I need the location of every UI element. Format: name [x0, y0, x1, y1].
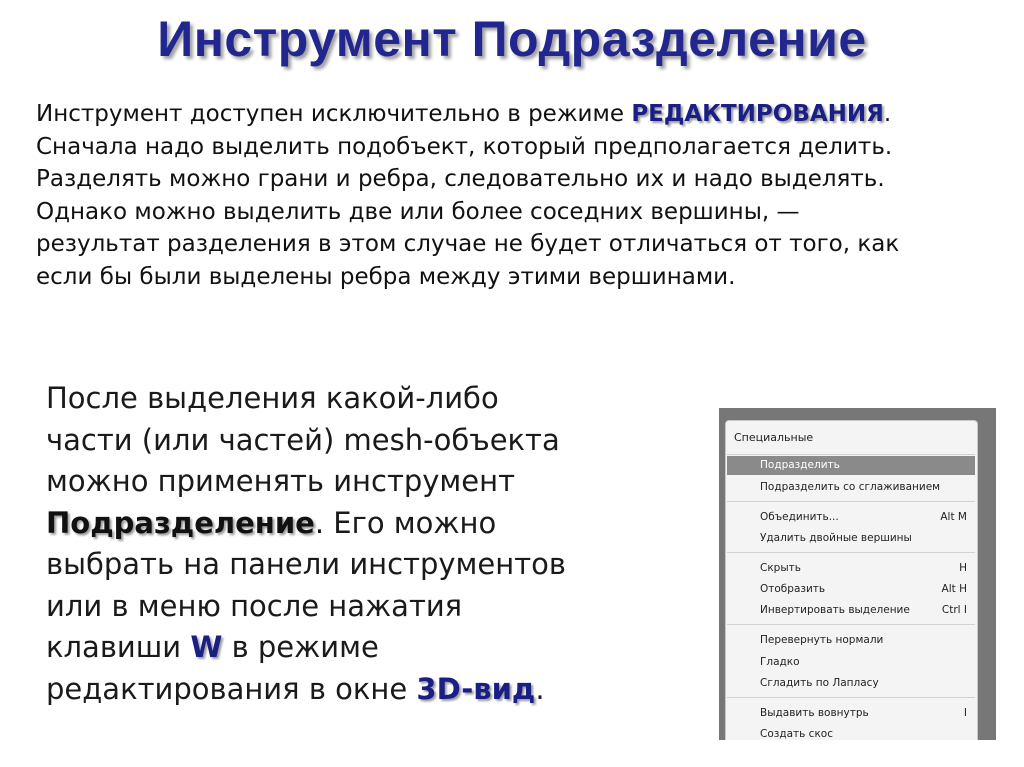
menu-item-label: Удалить двойные вершины — [760, 532, 912, 544]
menu-separator — [727, 697, 975, 698]
menu-item-label: Гладко — [760, 656, 800, 668]
menu-item-label: Сгладить по Лапласу — [760, 677, 879, 689]
menu-item-label: Выдавить вовнутрь — [760, 707, 869, 719]
menu-item-label: Отобразить — [760, 583, 826, 595]
menu-header: Специальные — [734, 431, 814, 444]
menu-item-remove-doubles[interactable] — [727, 529, 975, 548]
menu-item-flip-normals[interactable] — [727, 631, 975, 650]
specials-menu-screenshot — [719, 408, 996, 740]
menu-item-label: Подразделить — [760, 459, 840, 471]
intro-line-1-end: . — [883, 101, 892, 127]
menu-separator — [727, 454, 975, 455]
menu-item-select-inverse[interactable] — [727, 601, 975, 620]
menu-item-label: Инвертировать выделение — [760, 604, 910, 616]
body-line-5: выбрать на панели инструментов — [46, 547, 566, 581]
body-line-4 — [46, 503, 606, 545]
menu-item-shortcut: I — [963, 707, 967, 719]
intro-line-5: результат разделения в этом случае не будет отличаться от того, как — [36, 231, 900, 257]
menu-item-subdivide[interactable] — [727, 456, 975, 475]
menu-item-label: Скрыть — [760, 562, 801, 574]
body-line-6: или в меню после нажатия — [46, 588, 463, 623]
menu-item-reveal[interactable] — [727, 580, 975, 599]
body-line-7-text: клавиши — [46, 630, 191, 664]
intro-line-1 — [36, 98, 1011, 131]
body-line-2: части (или частей) mesh-объекта — [46, 422, 560, 457]
body-line-7-end: в режиме — [222, 630, 379, 664]
menu-item-label: Подразделить со сглаживанием — [760, 481, 941, 493]
w-key-emphasis: W — [190, 630, 223, 664]
menu-item-shortcut: Alt H — [941, 583, 967, 595]
slide-title: Инструмент Подразделение — [157, 11, 867, 67]
intro-paragraph — [36, 98, 1011, 293]
3d-view-emphasis: 3D-вид — [416, 671, 536, 706]
edit-mode-emphasis: РЕДАКТИРОВАНИЯ — [631, 101, 884, 127]
menu-separator — [727, 501, 975, 502]
subdivide-emphasis: Подразделение — [46, 505, 315, 540]
menu-item-hide[interactable] — [727, 559, 975, 578]
intro-line-3: Разделять можно грани и ребра, следовательно их и надо выделять. — [36, 166, 885, 192]
menu-separator — [727, 624, 975, 625]
intro-line-1-text: Инструмент доступен исключительно в режиме — [36, 101, 632, 127]
menu-item-inset[interactable] — [727, 704, 975, 723]
specials-menu — [725, 420, 978, 740]
intro-line-2: Сначала надо выделить подобъект, который предполагается делить. — [36, 133, 893, 160]
menu-item-label: Объединить... — [760, 511, 839, 523]
body-line-8 — [46, 669, 606, 711]
menu-separator — [727, 552, 975, 553]
instructions-paragraph — [46, 378, 606, 710]
menu-item-shortcut: Ctrl I — [941, 604, 967, 616]
menu-item-merge[interactable] — [727, 508, 975, 527]
menu-item-label: Перевернуть нормали — [760, 634, 884, 646]
body-line-1: После выделения какой-либо — [46, 381, 499, 415]
menu-item-bevel[interactable] — [727, 725, 975, 740]
intro-line-4: Однако можно выделить две или более соседних вершины, — — [36, 198, 800, 225]
menu-item-smooth[interactable] — [727, 653, 975, 672]
menu-item-subdivide-smooth[interactable] — [727, 478, 975, 497]
body-line-3: можно применять инструмент — [46, 464, 515, 498]
body-line-4-text: . Его можно — [314, 505, 497, 540]
body-line-7 — [46, 627, 606, 669]
menu-item-shortcut: H — [959, 562, 967, 574]
menu-item-laplacian-smooth[interactable] — [727, 674, 975, 693]
body-line-8-end: . — [535, 671, 545, 706]
body-line-8-text: редактирования в окне — [46, 671, 417, 706]
menu-item-label: Создать скос — [760, 728, 833, 740]
menu-item-shortcut: Alt M — [940, 511, 967, 523]
intro-line-6: если бы были выделены ребра между этими вершинами. — [36, 263, 736, 290]
